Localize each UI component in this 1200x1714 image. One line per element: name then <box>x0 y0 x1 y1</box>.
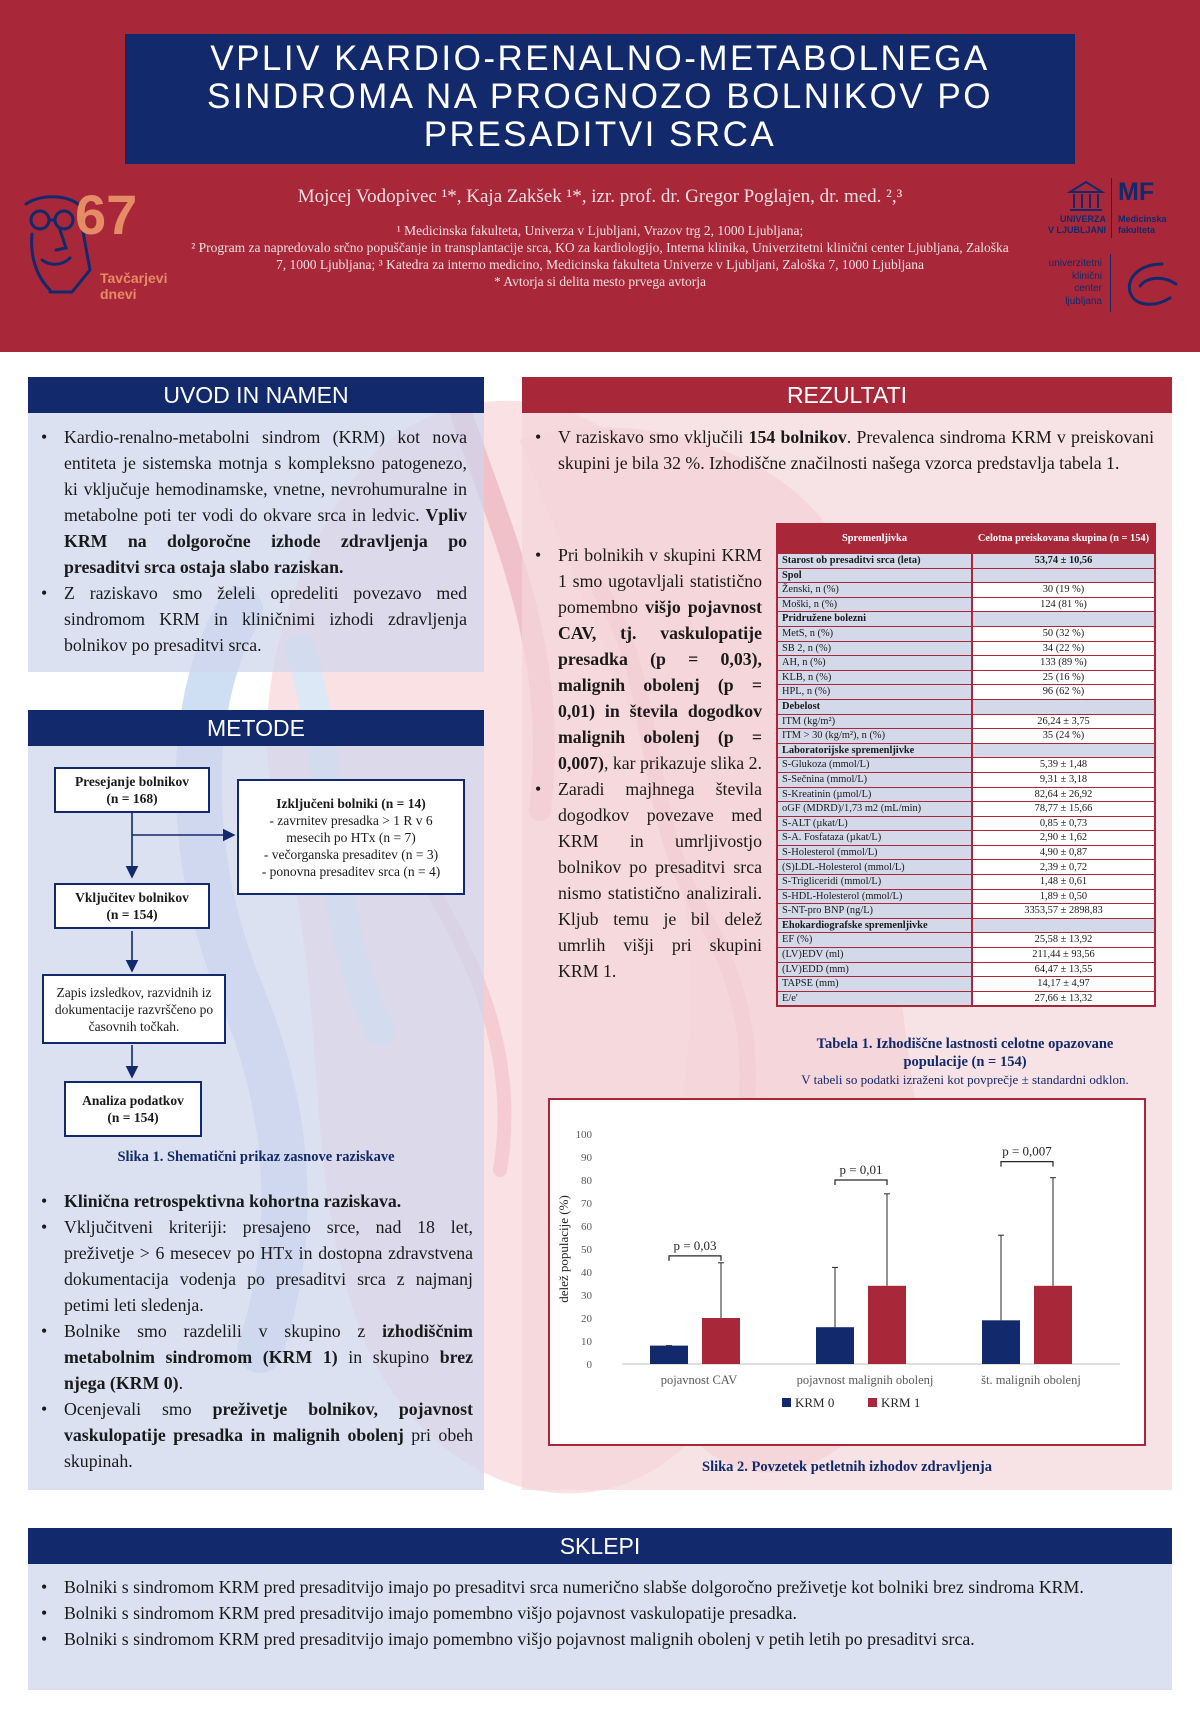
bar-krm-0 <box>982 1320 1020 1364</box>
sklepi-heading: SKLEPI <box>28 1528 1172 1564</box>
sklepi-bullet: • Bolniki s sindromom KRM pred presaditvijo imajo pomembno višjo pojavnost malignih obolenj v petih letih po presaditvi srca. <box>33 1626 1157 1652</box>
event-name <box>100 270 167 302</box>
bar-krm-1 <box>1034 1286 1072 1364</box>
table-cell-value: 0,85 ± 0,73 <box>972 816 1155 831</box>
table-row <box>777 656 1155 671</box>
ukc-swirl-icon <box>1118 256 1182 312</box>
table-1-caption <box>776 1035 1154 1071</box>
table-cell-label: (S)LDL-Holesterol (mmol/L) <box>777 860 972 875</box>
flow-box-title: Izključeni bolniki (n = 14) <box>276 795 426 811</box>
table-cell-value: 78,77 ± 15,66 <box>972 802 1155 817</box>
metode-bullet <box>33 1396 473 1474</box>
poster-title <box>125 34 1075 164</box>
uvod-bullet <box>33 424 467 580</box>
table-cell-label: TAPSE (mm) <box>777 977 972 992</box>
table-cell-label: Moški, n (%) <box>777 597 972 612</box>
rezultati-intro <box>527 424 1154 476</box>
metode-heading: METODE <box>28 710 484 746</box>
table-cell-label: Laboratorijske spremenljivke <box>777 743 972 758</box>
rezultati-bullet <box>527 424 1154 476</box>
ukc-name-line: ljubljana <box>1065 295 1102 307</box>
table-cell-label: ITM > 30 (kg/m²), n (%) <box>777 729 972 744</box>
table-cell-value: 82,64 ± 26,92 <box>972 787 1155 802</box>
table-cell-value: 25 (16 %) <box>972 670 1155 685</box>
bar-krm-1 <box>702 1318 740 1364</box>
flow-box-line: Zapis izsledkov, razvidnih iz <box>56 984 212 1000</box>
table-row <box>777 802 1155 817</box>
outcomes-bar-chart <box>550 1100 1144 1444</box>
flow-box-line: časovnih točkah. <box>88 1018 180 1034</box>
flow-box-count: (n = 154) <box>106 907 158 922</box>
flow-box-screening <box>54 767 210 813</box>
table-cell-label: Ehokardiografske spremenljivke <box>777 918 972 933</box>
baseline-characteristics-table <box>776 523 1156 1007</box>
table-cell-value: 2,39 ± 0,72 <box>972 860 1155 875</box>
flow-box-included <box>54 883 210 929</box>
table-cell-value: 3353,57 ± 2898,83 <box>972 904 1155 919</box>
p-value-label: p = 0,01 <box>839 1162 883 1177</box>
table-cell-label: S-Sečnina (mmol/L) <box>777 772 972 787</box>
metode-body <box>33 1188 473 1474</box>
bar-krm-1 <box>868 1286 906 1364</box>
legend-swatch <box>868 1398 877 1407</box>
metode-bullet <box>33 1318 473 1396</box>
ukc-logo <box>1030 252 1190 322</box>
ukc-name-line: univerzitetni <box>1048 258 1102 269</box>
table-cell-value <box>972 743 1155 758</box>
metode-emphasis: brez njega (KRM 0) <box>64 1347 473 1393</box>
metode-bullet: • Vključitveni kriteriji: presajeno srce, nad 18 let, preživetje > 6 mesecev po HTx in dostopna zdravstvena dokumentacija vodenja po presaditvi srca z najmanj petimi leti sledenja. <box>33 1214 473 1318</box>
table-group-row <box>777 743 1155 758</box>
table-cell-label: S-Glukoza (mmol/L) <box>777 758 972 773</box>
y-tick-label: 40 <box>581 1267 592 1279</box>
x-category-label: pojavnost CAV <box>660 1373 738 1387</box>
table-cell-label: S-HDL-Holesterol (mmol/L) <box>777 889 972 904</box>
table-cell-label: Spol <box>777 568 972 583</box>
table-cell-label: HPL, n (%) <box>777 685 972 700</box>
table-cell-label: S-Kreatinin (µmol/L) <box>777 787 972 802</box>
faculty-name <box>1118 214 1167 236</box>
metode-bullet <box>33 1188 473 1214</box>
table-group-row <box>777 568 1155 583</box>
table-group-row <box>777 699 1155 714</box>
table-row <box>777 875 1155 890</box>
table-cell-value: 30 (19 %) <box>972 583 1155 598</box>
table-row <box>777 626 1155 641</box>
y-tick-label: 10 <box>581 1336 592 1348</box>
y-axis-label: delež populacije (%) <box>556 1195 571 1303</box>
affiliation: * Avtorja si delita mesto prvega avtorja <box>494 274 706 289</box>
table-group-row <box>777 554 1155 569</box>
exclusion-reason: - večorganska presaditev (n = 3) <box>263 846 439 862</box>
rezultati-findings <box>527 542 762 984</box>
outcomes-chart-frame <box>548 1098 1146 1446</box>
caption-line: Tabela 1. Izhodiščne lastnosti celotne opazovane <box>816 1036 1114 1052</box>
metode-emphasis: preživetje bolnikov, pojavnost vaskulopatije presadka in malignih obolenj <box>64 1399 473 1445</box>
table-cell-label: KLB, n (%) <box>777 670 972 685</box>
table-cell-value: 211,44 ± 93,56 <box>972 948 1155 963</box>
table-group-row <box>777 612 1155 627</box>
metode-text: Ocenjevali smo <box>64 1399 213 1419</box>
table-cell-value: 4,90 ± 0,87 <box>972 845 1155 860</box>
y-tick-label: 70 <box>581 1198 592 1210</box>
table-row <box>777 962 1155 977</box>
table-row <box>777 729 1155 744</box>
bar-krm-0 <box>650 1346 688 1364</box>
table-cell-value: 2,90 ± 1,62 <box>972 831 1155 846</box>
flow-box-line: dokumentacije razvrščeno po <box>54 1001 214 1017</box>
table-cell-label: S-Holesterol (mmol/L) <box>777 845 972 860</box>
event-name-line: dnevi <box>100 286 137 302</box>
flow-box-analysis <box>64 1081 202 1137</box>
p-value-label: p = 0,007 <box>1002 1143 1052 1159</box>
affiliation: ² Program za napredovalo srčno popuščanje in transplantacije srca, KO za kardiologijo, Interna klinika, Univerzitetni klinični center Ljubljana, Zaloška 7, 1000 Ljubljana; ³ Katedra za interno medicino, Medicinska fakulteta Univerze v Ljubljani, Zaloška 7, 1000 Ljubljana <box>191 240 1009 272</box>
table-header-cell: Spremenljivka <box>777 524 972 554</box>
table-cell-value: 1,89 ± 0,50 <box>972 889 1155 904</box>
flow-box-title: Vključitev bolnikov <box>75 890 189 905</box>
table-row <box>777 889 1155 904</box>
table-header-row <box>777 524 1155 554</box>
table-cell-label: E/e' <box>777 991 972 1006</box>
y-tick-label: 0 <box>586 1359 592 1371</box>
metode-text: Bolnike smo razdelili v skupino z <box>64 1321 383 1341</box>
y-tick-label: 100 <box>575 1129 592 1141</box>
university-name <box>1044 214 1106 236</box>
edition-number: 67 <box>75 183 138 246</box>
table-cell-label: (LV)EDD (mm) <box>777 962 972 977</box>
uvod-bullet: • Z raziskavo smo želeli opredeliti povezavo med sindromom KRM in kliničnimi izhodi zdravljenja bolnikov po presaditvi srca. <box>33 580 467 658</box>
ukc-name-line: center <box>1074 283 1102 294</box>
table-cell-label: Ženski, n (%) <box>777 583 972 598</box>
metode-text: . <box>178 1373 184 1393</box>
table-cell-label: oGF (MDRD)/1,73 m2 (mL/min) <box>777 802 972 817</box>
mf-mark: MF <box>1118 178 1155 206</box>
table-row <box>777 904 1155 919</box>
table-cell-label: S-A. Fosfataza (µkat/L) <box>777 831 972 846</box>
table-cell-value: 64,47 ± 13,55 <box>972 962 1155 977</box>
logo-divider <box>1110 254 1111 312</box>
caption-line: populacije (n = 154) <box>903 1054 1027 1070</box>
flow-box-title: Presejanje bolnikov <box>74 774 190 789</box>
table-cell-label: (LV)EDV (ml) <box>777 948 972 963</box>
table-cell-label: S-NT-pro BNP (ng/L) <box>777 904 972 919</box>
rezultati-emphasis: višjo pojavnost CAV, tj. vaskulopatije presadka (p = 0,03), malignih obolenj (p = 0,01) in števila dogodkov malignih obolenj (p = 0,007) <box>558 597 762 773</box>
ukc-name-line: klinični <box>1071 270 1102 282</box>
table-cell-value: 14,17 ± 4,97 <box>972 977 1155 992</box>
table-cell-value: 53,74 ± 10,56 <box>972 554 1155 569</box>
metode-emphasis: izhodiščnim metabolnim sindromom (KRM 1) <box>64 1321 473 1367</box>
x-category-label: pojavnost malignih obolenj <box>796 1373 934 1387</box>
legend-label: KRM 0 <box>795 1395 835 1410</box>
table-row <box>777 845 1155 860</box>
university-name-line: V LJUBLJANI <box>1047 225 1106 235</box>
table-cell-value: 34 (22 %) <box>972 641 1155 656</box>
table-cell-value: 5,39 ± 1,48 <box>972 758 1155 773</box>
y-tick-label: 90 <box>581 1152 592 1164</box>
uvod-heading: UVOD IN NAMEN <box>28 377 484 413</box>
table-cell-value: 96 (62 %) <box>972 685 1155 700</box>
y-tick-label: 80 <box>581 1175 592 1187</box>
significance-bracket <box>669 1256 721 1261</box>
table-group-row <box>777 918 1155 933</box>
table-cell-value: 1,48 ± 0,61 <box>972 875 1155 890</box>
table-cell-label: S-ALT (µkat/L) <box>777 816 972 831</box>
table-cell-value: 25,58 ± 13,92 <box>972 933 1155 948</box>
rezultati-bullet <box>527 542 762 776</box>
figure-2-caption: Slika 2. Povzetek petletnih izhodov zdravljenja <box>702 1459 992 1475</box>
table-row <box>777 772 1155 787</box>
significance-bracket <box>835 1180 887 1185</box>
flow-box-title: Analiza podatkov <box>82 1093 184 1108</box>
table-row <box>777 991 1155 1006</box>
metode-emphasis: Klinična retrospektivna kohortna raziskava. <box>64 1191 402 1211</box>
table-row <box>777 583 1155 598</box>
rezultati-heading: REZULTATI <box>522 377 1172 413</box>
logo-divider <box>1111 178 1112 238</box>
table-cell-value: 124 (81 %) <box>972 597 1155 612</box>
tavcarjevi-dnevi-logo <box>20 183 190 310</box>
faculty-name-line: fakulteta <box>1118 225 1156 235</box>
rezultati-text: . Prevalenca sindroma KRM v preiskovani skupini je bila 32 %. Izhodiščne značilnosti našega vzorca predstavlja tabela 1. <box>558 427 1155 473</box>
table-cell-label: S-Trigliceridi (mmol/L) <box>777 875 972 890</box>
table-row <box>777 714 1155 729</box>
rezultati-emphasis: 154 bolnikov <box>748 427 847 447</box>
rezultati-bullet: • Zaradi majhnega števila dogodkov povezave med KRM in umrljivostjo bolnikov po presaditvi srca nismo statistično analizirali. Kljub temu je bil delež umrlih višji pri skupini KRM 1. <box>527 776 762 984</box>
table-row <box>777 948 1155 963</box>
table-cell-label: AH, n (%) <box>777 656 972 671</box>
table-cell-label: Starost ob presaditvi srca (leta) <box>777 554 972 569</box>
table-cell-value: 50 (32 %) <box>972 626 1155 641</box>
table-row <box>777 641 1155 656</box>
table-cell-value <box>972 918 1155 933</box>
table-row <box>777 933 1155 948</box>
event-name-line: Tavčarjevi <box>100 270 168 286</box>
table-cell-value: 27,66 ± 13,32 <box>972 991 1155 1006</box>
x-category-label: št. malignih obolenj <box>981 1373 1081 1387</box>
sklepi-bullet: • Bolniki s sindromom KRM pred presaditvijo imajo po presaditvi srca numerično slabše dolgoročno preživetje kot bolniki brez sindroma KRM. <box>33 1574 1157 1600</box>
exclusion-reason: - zavrnitev presadka > 1 R v 6 <box>269 812 433 828</box>
table-cell-value: 26,24 ± 3,75 <box>972 714 1155 729</box>
table-cell-value: 35 (24 %) <box>972 729 1155 744</box>
poster-header <box>0 0 1200 352</box>
table-row <box>777 670 1155 685</box>
significance-bracket <box>1001 1162 1053 1167</box>
y-tick-label: 30 <box>581 1290 592 1302</box>
title-line: SINDROMA NA PROGNOZO BOLNIKOV PO <box>207 77 993 116</box>
flow-box-data-collection <box>42 974 226 1044</box>
figure-1-caption: Slika 1. Shematični prikaz zasnove raziskave <box>117 1149 395 1165</box>
table-cell-label: Pridružene bolezni <box>777 612 972 627</box>
uvod-emphasis: Vpliv KRM na dolgoročne izhode zdravljenja po presaditvi srca ostaja slabo raziskan. <box>64 505 467 577</box>
ukc-name <box>1030 258 1102 308</box>
legend-label: KRM 1 <box>881 1395 921 1410</box>
university-building-icon <box>1066 180 1106 212</box>
table-cell-label: EF (%) <box>777 933 972 948</box>
uvod-body <box>33 424 467 658</box>
table-row <box>777 816 1155 831</box>
exclusion-reason: - ponovna presaditev srca (n = 4) <box>261 863 441 879</box>
p-value-label: p = 0,03 <box>673 1237 717 1253</box>
metode-text: in skupino <box>337 1347 440 1367</box>
table-cell-value <box>972 612 1155 627</box>
rezultati-text: Pri bolnikih v skupini KRM 1 smo ugotavljali statistično pomembno <box>558 545 762 617</box>
table-row <box>777 597 1155 612</box>
flow-box-count: (n = 154) <box>107 1110 159 1125</box>
faculty-name-line: Medicinska <box>1118 214 1167 224</box>
affiliations <box>190 222 1010 290</box>
table-cell-label: Debelost <box>777 699 972 714</box>
legend-swatch <box>782 1398 791 1407</box>
table-row <box>777 685 1155 700</box>
sklepi-bullet: • Bolniki s sindromom KRM pred presaditvijo imajo pomembno višjo pojavnost vaskulopatije presadka. <box>33 1600 1157 1626</box>
flow-box-excluded <box>237 779 465 895</box>
rezultati-text: , kar prikazuje slika 2. <box>603 753 762 773</box>
bar-krm-0 <box>816 1327 854 1364</box>
table-row <box>777 758 1155 773</box>
table-cell-label: SB 2, n (%) <box>777 641 972 656</box>
table-1-note: V tabeli so podatki izraženi kot povprečje ± standardni odklon. <box>801 1072 1129 1087</box>
author-list: Mojcej Vodopivec ¹*, Kaja Zakšek ¹*, izr. prof. dr. Gregor Poglajen, dr. med. ²,³ <box>297 186 903 207</box>
exclusion-reason: mesecih po HTx (n = 7) <box>286 829 416 845</box>
table-row <box>777 831 1155 846</box>
uvod-text: Kardio-renalno-metabolni sindrom (KRM) kot nova entiteta je sistemska motnja s kompleksno patogenezo, ki vključuje hemodinamske, vnetne, nevrohumuralne in metabolne poti ter vodi do okvare srca in ledvic. <box>64 427 467 525</box>
title-line: PRESADITVI SRCA <box>423 115 777 154</box>
table-row <box>777 860 1155 875</box>
table-row <box>777 787 1155 802</box>
table-row <box>777 977 1155 992</box>
y-tick-label: 50 <box>581 1244 592 1256</box>
table-cell-label: MetS, n (%) <box>777 626 972 641</box>
y-tick-label: 60 <box>581 1221 592 1233</box>
metode-text: pri obeh skupinah. <box>64 1425 473 1471</box>
table-cell-label: ITM (kg/m²) <box>777 714 972 729</box>
flow-box-count: (n = 168) <box>106 791 158 806</box>
y-tick-label: 20 <box>581 1313 592 1325</box>
affiliation: ¹ Medicinska fakulteta, Univerza v Ljubljani, Vrazov trg 2, 1000 Ljubljana; <box>396 223 804 238</box>
rezultati-text: V raziskavo smo vključili <box>558 427 749 447</box>
table-cell-value <box>972 699 1155 714</box>
table-cell-value: 133 (89 %) <box>972 656 1155 671</box>
study-flowchart <box>28 747 484 1167</box>
table-header-cell: Celotna preiskovana skupina (n = 154) <box>972 524 1155 554</box>
table-cell-value <box>972 568 1155 583</box>
title-line: VPLIV KARDIO-RENALNO-METABOLNEGA <box>210 39 990 78</box>
sklepi-body <box>33 1574 1157 1652</box>
university-name-line: UNIVERZA <box>1059 214 1106 224</box>
table-cell-value: 9,31 ± 3,18 <box>972 772 1155 787</box>
